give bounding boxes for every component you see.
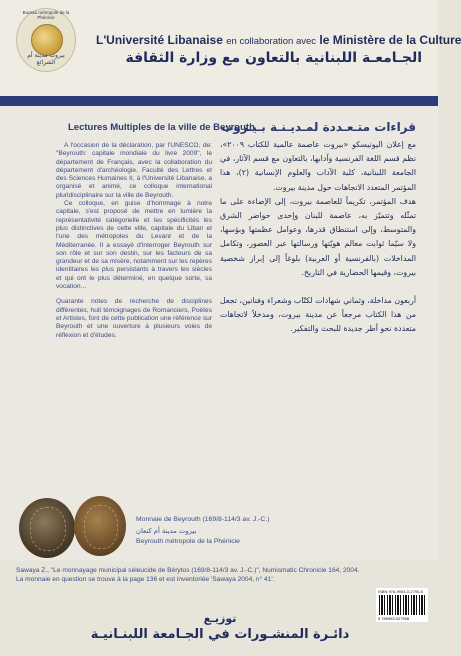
barcode-bars [379, 595, 425, 615]
distribution-publisher: دائـرة المنشـورات في الجـامعة اللبنـانيـة [90, 627, 350, 642]
university-seal-logo [16, 8, 76, 72]
blue-divider-band [0, 96, 438, 106]
university-name: L'Université Libanaise [96, 33, 223, 47]
ministry-name: le Ministère de la Culture [319, 33, 461, 47]
french-paragraph-1: A l'occasion de la déclaration, par l'UNESCO, de: "Beyrouth: capitale mondiale du livre 2009", le département de Français, avec la collaboration du département d'archéologie, Faculté des Lettres et des Sciences Humaines II, à l'Université Libanaise, a organisé et animé, ce colloque international pluridisciplinaire sur la ville de Beyrouth. [56, 142, 212, 199]
french-paragraph-2: Ce colloque, en guise d'hommage à notre capitale, s'est proposé de mettre en lumière la représentativité catégorielle et les spécificités les plus distinctives de cette ville, capitale du Liban et l'une des métropoles du Levant et de la Méditerranée. Il a essayé d'interroger Beyrouth sur son rôle et sur son destin, sur les facteurs de sa grandeur et de sa misère, notamment sur les repères identitaires les plus persistants à travers les siècles et qui ont le plus déterminé, en quelque sorte, sa vocation... [56, 200, 212, 291]
coin-caption-1: Monnaie de Beyrouth (169/8-114/3 av. J.-C.) [136, 516, 270, 523]
header-arabic-line: الجـامعـة اللبنانية بالتعاون مع وزارة الثقافة [125, 50, 422, 66]
isbn-number: 9 789953 027908 [378, 616, 410, 621]
arabic-paragraph-1: مع إعلان اليونيسكو «بيروت عاصمة عالمية للكتاب ٢٠٠٩»، نظم قسم اللغة الفرنسية وآدابها، بالتعاون مع قسم الآثار، في الجامعة اللبنانية، كلية الآداب والعلوم الإنسانية (٢)، هذا المؤتمر المتعدد الاتجاهات حول مدينة بيروت. [220, 140, 416, 192]
coin-reverse-image [74, 496, 126, 556]
arabic-body [220, 138, 416, 337]
french-paragraph-3: Quarante notes de recherche de disciplines différentes, huit témoignages de Romanciers, Poètes et Artistes, font de cette publication une référence sur Beyrouth et une ouverture à plusieurs voies de réflexion et d'études. [56, 298, 212, 339]
isbn-label: ISBN 978-9953-0-2790-8 [378, 589, 423, 594]
arabic-paragraph-3: أربعون مداخلة، وثماني شهادات لكتّاب وشعراء وفنانين، تجعل من هذا الكتاب مرجعاً عن مدينة بيروت، ومدخلاً لاتجاهات متعددة نحو أطر جديدة للبحث والتفكير. [220, 296, 416, 334]
arabic-title: قراءات متـعـددة لمـديـنـة بـيـروت [221, 120, 416, 134]
reference-note [16, 567, 418, 584]
isbn-barcode [376, 588, 428, 622]
header-french-line [96, 33, 461, 47]
seal-text-top: Bureau métropole de la Phénicie [22, 10, 70, 20]
reference-line-2: La monnaie en question se trouve à la page 136 et est inventoriée 'Sawaya 2004, n° 41'. [16, 575, 275, 583]
french-body [56, 142, 212, 340]
collaboration-text: en collaboration avec [226, 36, 317, 47]
coin-caption-arabic: بيروت مدينة أم كنعان [136, 527, 197, 535]
arabic-paragraph-2: هدف المؤتمر، تكريماً للعاصمة بيروت، إلى الإضاءة على ما تمثّله وتتميّز به، عاصمة للبنان وإحدى حواضر الشرق والمتوسط، وإلى استنطاق قدرها، وعوامل عظمتها وبؤسها، ولا سيّما ثوابت معالم هويّتها ورسالتها عبر العصور، وتكامل المداخلات (بالفرنسية أو العربية) بلوغاً إلى إبراز شخصية بيروت، وقيمها الحضارية في التاريخ. [220, 196, 416, 277]
seal-text-arabic: بيروت مدينة أم الشرائع [27, 52, 65, 66]
reference-line-1: Sawaya Z., "Le monnayage municipal séleucide de Bérytos (169/8-114/3 av. J.-C.)", Numismatic Chronicle 164, 2004. [16, 567, 360, 574]
coin-caption-2: Beyrouth métropole de la Phénicie [136, 538, 240, 545]
coin-obverse-image [19, 498, 75, 558]
french-title: Lectures Multiples de la ville de Beyrouth [68, 122, 255, 133]
distribution-label: توزيـع [203, 612, 237, 625]
